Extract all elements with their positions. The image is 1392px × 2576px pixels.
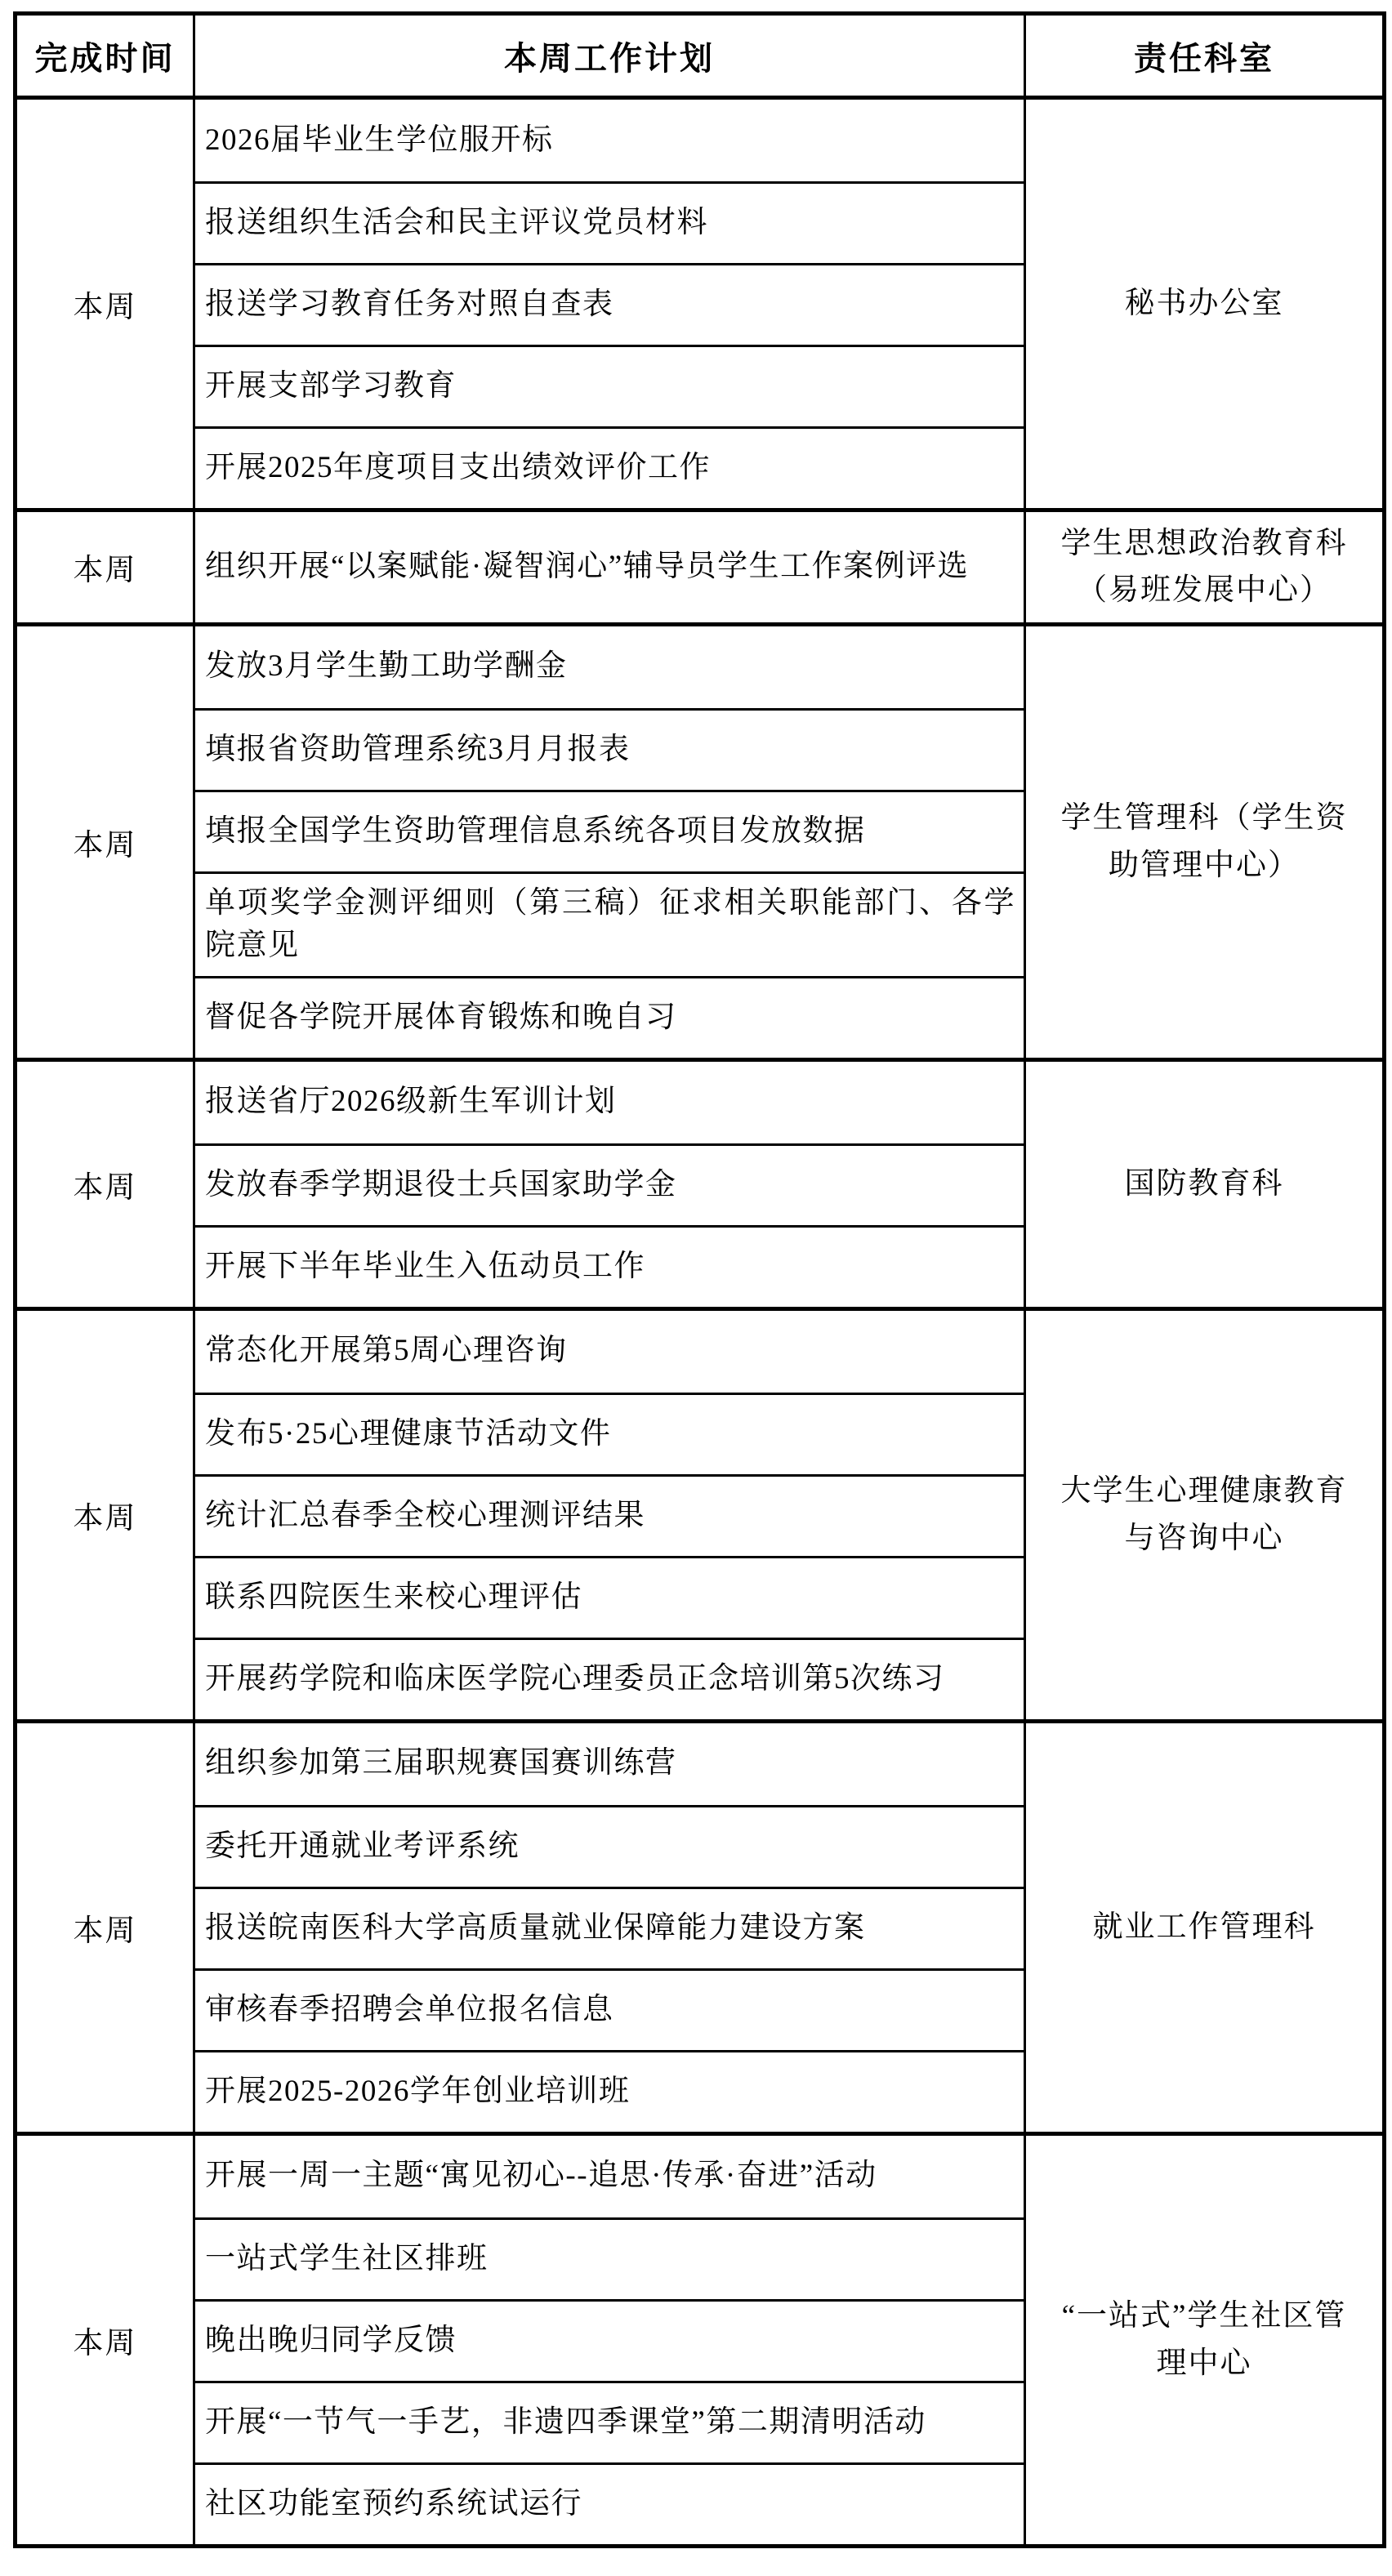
task-item: 2026届毕业生学位服开标: [205, 123, 554, 157]
task-item: 报送组织生活会和民主评议党员材料: [195, 181, 1024, 263]
completion-time-label: 本周: [73, 1914, 137, 1948]
responsible-dept-label: 学生思想政治教育科（易班发展中心）: [1060, 527, 1348, 608]
task-item: 发放3月学生勤工助学酬金: [205, 649, 568, 684]
task-item: 发布5·25心理健康节活动文件: [195, 1393, 1024, 1474]
task-item: 开展一周一主题“寓见初心--追思·传承·奋进”活动: [205, 2159, 877, 2193]
completion-time-cell: [16, 624, 194, 1059]
task-item: 填报全国学生资助管理信息系统各项目发放数据: [195, 790, 1024, 871]
plan-group-row: [16, 1721, 1385, 2133]
completion-time-cell: [16, 1059, 194, 1308]
responsible-dept-cell: [1025, 98, 1385, 510]
col-header-completion-time: 完成时间: [16, 14, 194, 98]
task-item: 常态化开展第5周心理咨询: [205, 1334, 568, 1368]
task-item: 委托开通就业考评系统: [195, 1805, 1024, 1887]
tasks-cell: [194, 624, 1025, 1059]
task-item: 一站式学生社区排班: [195, 2217, 1024, 2299]
completion-time-label: 本周: [73, 1170, 137, 1205]
tasks-cell: [194, 98, 1025, 510]
plan-group-row: [16, 2133, 1385, 2546]
tasks-cell: [194, 2133, 1025, 2546]
task-item: 统计汇总春季全校心理测评结果: [195, 1474, 1024, 1556]
responsible-dept-cell: [1025, 510, 1385, 625]
plan-group-row: [16, 1308, 1385, 1721]
task-item: 开展下半年毕业生入伍动员工作: [195, 1225, 1024, 1307]
weekly-plan-table: [13, 11, 1386, 2548]
col-header-responsible-dept: 责任科室: [1025, 14, 1385, 98]
task-item: 开展支部学习教育: [195, 345, 1024, 426]
task-item: 报送省厅2026级新生军训计划: [205, 1085, 617, 1119]
tasks-cell: [194, 510, 1025, 625]
task-item: 组织参加第三届职规赛国赛训练营: [205, 1746, 677, 1780]
responsible-dept-label: “一站式”学生社区管理中心: [1061, 2299, 1347, 2380]
completion-time-cell: [16, 98, 194, 510]
task-item: 社区功能室预约系统试运行: [195, 2462, 1024, 2544]
completion-time-label: 本周: [73, 828, 137, 862]
completion-time-cell: [16, 1721, 194, 2133]
table-body: [16, 98, 1385, 2547]
plan-group-row: [16, 624, 1385, 1059]
col-header-week-plan: 本周工作计划: [194, 14, 1025, 98]
completion-time-cell: [16, 510, 194, 625]
task-item: 发放春季学期退役士兵国家助学金: [195, 1143, 1024, 1225]
header-row: [16, 14, 1385, 98]
completion-time-label: 本周: [73, 554, 137, 588]
responsible-dept-cell: [1025, 624, 1385, 1059]
plan-group-row: [16, 98, 1385, 510]
completion-time-label: 本周: [73, 2326, 137, 2360]
plan-group-row: [16, 510, 1385, 625]
tasks-cell: [194, 1308, 1025, 1721]
responsible-dept-label: 秘书办公室: [1124, 287, 1284, 321]
task-item: 开展“一节气一手艺，非遗四季课堂”第二期清明活动: [195, 2381, 1024, 2462]
task-item: 审核春季招聘会单位报名信息: [195, 1968, 1024, 2050]
responsible-dept-label: 学生管理科（学生资助管理中心）: [1060, 801, 1348, 882]
responsible-dept-label: 大学生心理健康教育与咨询中心: [1060, 1474, 1348, 1555]
completion-time-label: 本周: [73, 291, 137, 324]
tasks-cell: [194, 1721, 1025, 2133]
task-item: 开展2025年度项目支出绩效评价工作: [195, 426, 1024, 508]
task-item: 开展药学院和临床医学院心理委员正念培训第5次练习: [195, 1638, 1024, 1719]
completion-time-cell: [16, 1308, 194, 1721]
responsible-dept-label: 就业工作管理科: [1092, 1910, 1316, 1945]
task-item: 晚出晚归同学反馈: [195, 2299, 1024, 2381]
task-item: 单项奖学金测评细则（第三稿）征求相关职能部门、各学院意见: [195, 871, 1024, 976]
responsible-dept-cell: [1025, 2133, 1385, 2546]
responsible-dept-cell: [1025, 1059, 1385, 1308]
task-item: 联系四院医生来校心理评估: [195, 1556, 1024, 1638]
completion-time-cell: [16, 2133, 194, 2546]
responsible-dept-cell: [1025, 1308, 1385, 1721]
tasks-cell: [194, 1059, 1025, 1308]
task-item: 报送皖南医科大学高质量就业保障能力建设方案: [195, 1887, 1024, 1968]
task-item: 填报省资助管理系统3月月报表: [195, 708, 1024, 790]
table-header: [16, 14, 1385, 98]
completion-time-label: 本周: [73, 1501, 137, 1535]
responsible-dept-label: 国防教育科: [1124, 1167, 1284, 1201]
plan-group-row: [16, 1059, 1385, 1308]
task-item: 报送学习教育任务对照自查表: [195, 263, 1024, 345]
responsible-dept-cell: [1025, 1721, 1385, 2133]
task-item: 督促各学院开展体育锻炼和晚自习: [195, 976, 1024, 1058]
task-item: 组织开展“以案赋能·凝智润心”辅导员学生工作案例评选: [205, 550, 970, 584]
task-item: 开展2025-2026学年创业培训班: [195, 2050, 1024, 2132]
